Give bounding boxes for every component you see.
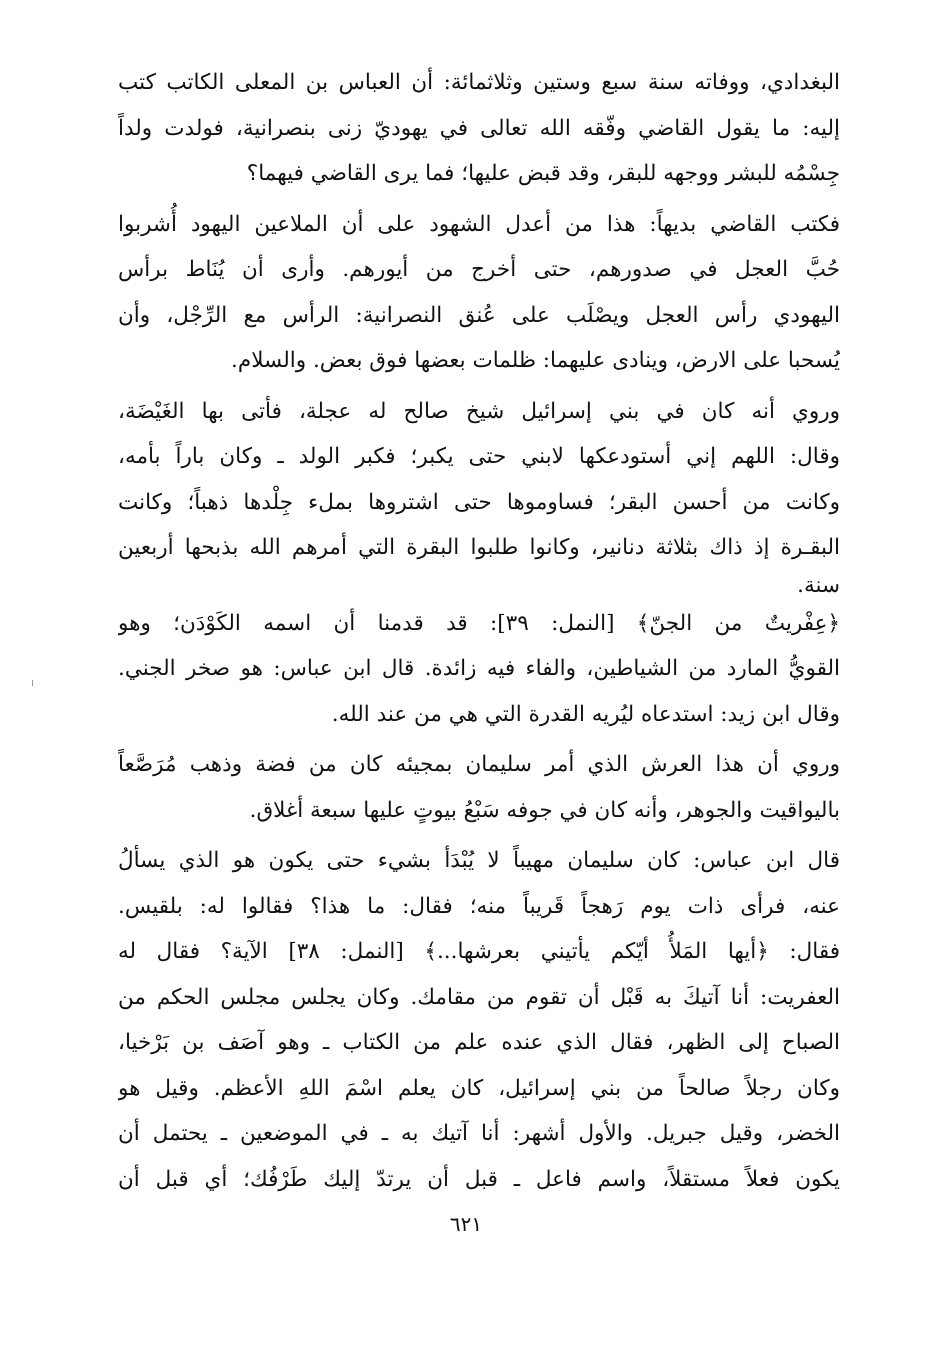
page-number: ٦٢١ bbox=[449, 1212, 483, 1236]
main-text bbox=[118, 60, 840, 1202]
text-line: جِسْمُه للبشر ووجهه للبقر، وقد قبض عليها؛ فما يرى القاضي فيهما؟ bbox=[246, 161, 840, 186]
text-line: وقال: اللهم إني أستودعكها لابني حتى يكبر؛ فكبر الولد ـ وكان باراً بأمه، bbox=[118, 444, 840, 469]
text-line: يكون فعلاً مستقلاً، واسم فاعل ـ قبل أن يرتدّ إليك طَرْفُك؛ أي قبل أن bbox=[118, 1166, 840, 1192]
text-line: وروي أن هذا العرش الذي أمر سليمان بمجيئه كان من فضة وذهب مُرَصَّعاً bbox=[118, 752, 840, 777]
text-line: قال ابن عباس: كان سليمان مهيباً لا يُبْدَأ بشيء حتى يكون هو الذي يسألُ bbox=[118, 848, 840, 873]
text-line: يُسحبا على الارض، وينادى عليهما: ظلمات بعضها فوق بعض. والسلام. bbox=[231, 348, 840, 373]
paragraph-3 bbox=[118, 389, 840, 601]
text-line: سنة. bbox=[797, 572, 840, 598]
text-line: الصباح إلى الظهر، فقال الذي عنده علم من الكتاب ـ وهو آصَف بن بَرْخيا، bbox=[118, 1030, 840, 1055]
text-line: البقـرة إذ ذاك بثلاثة دنانير، وكانوا طلبوا البقرة التي أمرهم الله بذبحها أربعين bbox=[118, 535, 840, 560]
text-line: البغدادي، ووفاته سنة سبع وستين وثلاثمائة: أن العباس بن المعلى الكاتب كتب bbox=[118, 70, 840, 95]
paragraph-6 bbox=[118, 838, 840, 1202]
text-line: باليواقيت والجوهر، وأنه كان في جوفه سَبْعُ بيوتٍ عليها سبعة أغلاق. bbox=[249, 797, 840, 823]
text-line: عنه، فرأى ذات يوم رَهجاً قَريباً منه؛ فقال: ما هذا؟ فقالوا له: بلقيس. bbox=[118, 893, 840, 919]
text-line: القويُّ المارد من الشياطين، والفاء فيه زائدة. قال ابن عباس: هو صخر الجني. bbox=[118, 656, 840, 681]
text-line: فكتب القاضي بديهاً: هذا من أعدل الشهود على أن الملاعين اليهود أُشربوا bbox=[118, 211, 840, 237]
margin-mark bbox=[32, 680, 33, 686]
text-line: وقال ابن زيد: استدعاه ليُريه القدرة التي هي من عند الله. bbox=[331, 701, 840, 727]
paragraph-2 bbox=[118, 202, 840, 384]
text-line: ﴿عِفْريتٌ من الجنّ﴾ [النمل: ٣٩]: قد قدمنا أن اسمه الكَوْدَن؛ وهو bbox=[118, 610, 840, 636]
paragraph-1 bbox=[118, 60, 840, 197]
text-line: الخضر، وقيل جبريل. والأول أشهر: أنا آتيك به ـ في الموضعين ـ يحتمل أن bbox=[118, 1121, 840, 1146]
text-line: فقال: ﴿أيها المَلأُ أيّكم يأتيني بعرشها...﴾ [النمل: ٣٨] الآية؟ فقال له bbox=[118, 939, 840, 964]
text-line: وروي أنه كان في بني إسرائيل شيخ صالح له عجلة، فأتى بها الغَيْضَة، bbox=[118, 398, 840, 424]
text-line: اليهودي رأس العجل ويصْلَب على عُنق النصرانية: الرأس مع الرِّجْل، وأن bbox=[118, 302, 840, 328]
paragraph-5 bbox=[118, 742, 840, 833]
text-line: حُبَّ العجل في صدورهم، حتى أخرج من أيورهم. وأرى أن يُنَاط برأس bbox=[118, 257, 840, 282]
text-line: إليه: ما يقول القاضي وفّقه الله تعالى في يهوديّ زنى بنصرانية، فولدت ولداً bbox=[118, 115, 840, 141]
paragraph-4 bbox=[118, 601, 840, 738]
text-line: العفريت: أنا آتيكَ به قَبْل أن تقوم من مقامك. وكان يجلس مجلس الحكم من bbox=[118, 984, 840, 1010]
text-line: وكان رجلاً صالحاً من بني إسرائيل، كان يعلم اسْمَ اللهِ الأعظم. وقيل هو bbox=[118, 1075, 840, 1101]
text-line: وكانت من أحسن البقر؛ فساوموها حتى اشتروها بملء جِلْدها ذهباً؛ وكانت bbox=[118, 489, 840, 515]
